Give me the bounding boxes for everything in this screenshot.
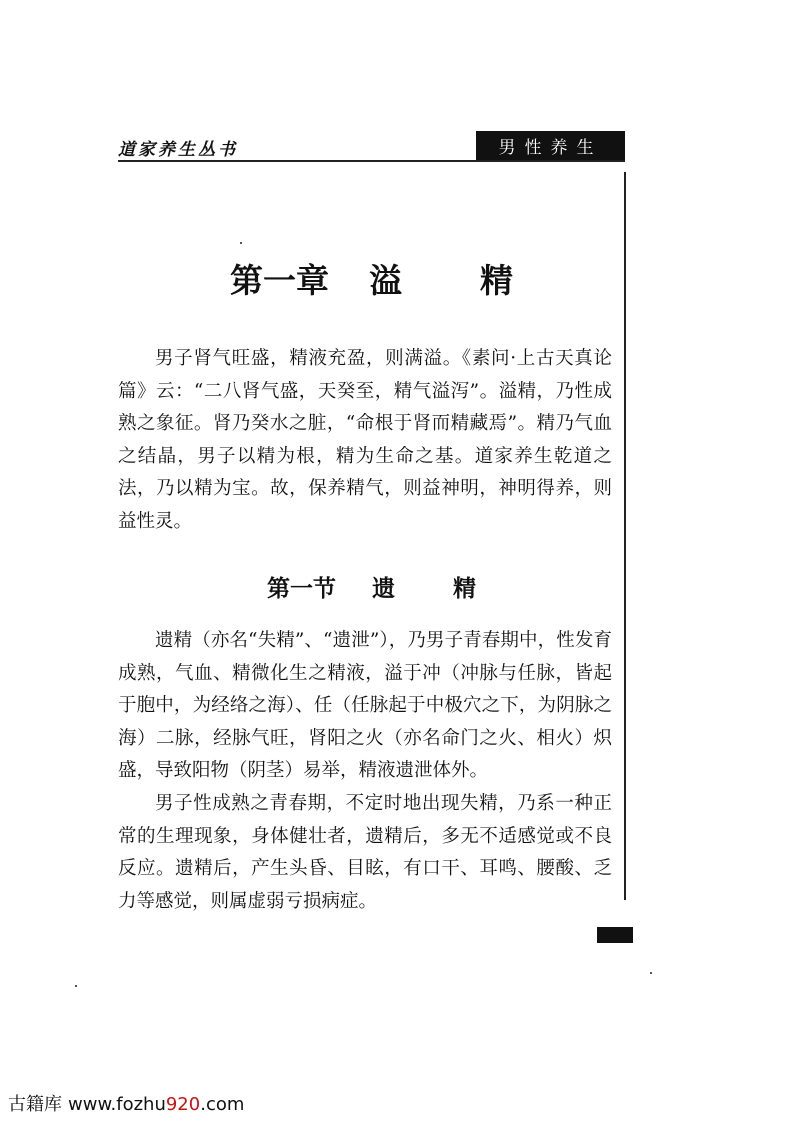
footer-site-prefix: www.fozhu: [68, 1094, 166, 1115]
intro-paragraph: 男子肾气旺盛，精液充盈，则满溢。《素问·上古天真论篇》云：“二八肾气盛，天癸至，精气溢泻”。溢精，乃性成熟之象征。肾乃癸水之脏，“命根于肾而精藏焉”。精乃气血之结晶，男子以精为根，精为生命之基。道家养生乾道之法，乃以精为宝。故，保养精气，则益神明，神明得养，则益性灵。: [118, 348, 612, 532]
section-word-2: 精: [453, 575, 476, 602]
section-number: 第一节: [267, 575, 336, 602]
footer-site-number: 920: [165, 1094, 201, 1115]
speck: [240, 242, 242, 244]
footer-brand: 古籍库: [8, 1094, 62, 1115]
chapter-number: 第一章: [230, 261, 329, 300]
body-paragraph-1: 遗精（亦名“失精”、“遗泄”），乃男子青春期中，性发育成熟，气血、精微化生之精液，溢于冲（冲脉与任脉，皆起于胞中，为经络之海）、任（任脉起于中极穴之下，为阴脉之海）二脉，经脉气旺，肾阳之火（亦名命门之火、相火）炽盛，导致阳物（阴茎）易举，精液遗泄体外。: [118, 630, 612, 781]
watermark-footer: [8, 1090, 244, 1116]
chapter-word-2: 精: [480, 261, 513, 300]
footer-site-suffix: .com: [200, 1094, 245, 1115]
speck: [75, 985, 77, 987]
section-title: [118, 570, 625, 603]
body-paragraph-2: 男子性成熟之青春期，不定时地出现失精，乃系一种正常的生理现象，身体健壮者，遗精后，多无不适感觉或不良反应。遗精后，产生头昏、目眩，有口干、耳鸣、腰酸、乏力等感觉，则属虚弱亏损病症。: [118, 793, 612, 912]
series-title: 道家养生丛书: [118, 140, 238, 160]
chapter-word-1: 溢: [369, 261, 402, 300]
speck: [650, 972, 652, 974]
page-number-marker: [597, 927, 633, 943]
chapter-title: [118, 255, 625, 302]
section-word-1: 遗: [372, 575, 395, 602]
book-banner: 男性养生: [476, 131, 625, 160]
header-rule: [118, 160, 625, 162]
